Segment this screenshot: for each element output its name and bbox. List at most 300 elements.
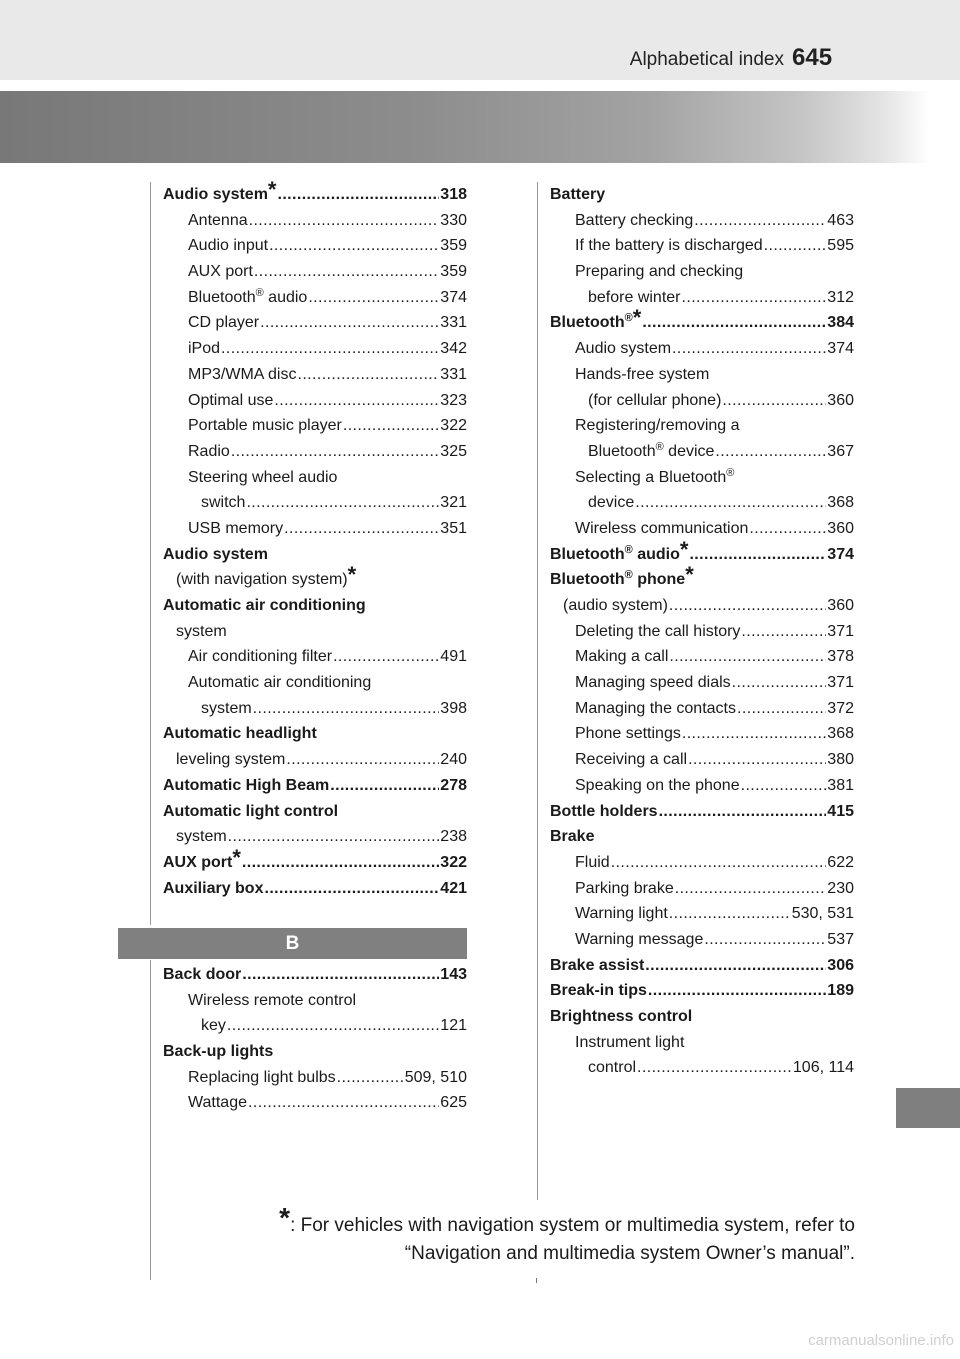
dot-leader [645,953,826,979]
page-ref: 384 [827,314,854,332]
term-text: Portable music player [188,417,342,435]
index-entry-term [575,747,687,773]
index-entry-term [163,177,277,208]
index-entry-term [163,1039,273,1065]
index-entry-term [188,988,356,1014]
dot-leader [242,962,439,988]
index-entry-term [163,962,241,988]
index-entry-term [188,362,296,388]
dot-leader [669,593,826,619]
term-text: switch [201,494,246,512]
footnote-star: * [347,562,357,588]
dot-leader [274,388,439,414]
index-entry-term [575,465,734,491]
dot-leader [675,876,827,902]
index-entry [550,413,854,439]
index-entry [550,1030,854,1056]
index-entry [163,388,467,414]
term-text: Hands-free system [575,365,710,383]
index-entry [163,362,467,388]
index-entry [163,747,467,773]
dot-leader [308,285,439,311]
dot-leader [704,927,826,953]
term-text: Air conditioning filter [188,648,333,666]
index-entry [550,388,854,414]
page-ref: 143 [440,966,467,983]
index-entry [550,850,854,876]
term-text: Bluetooth [550,314,625,332]
page-ref: 360 [827,597,854,614]
index-entry-term [188,336,220,362]
dot-leader [694,208,826,234]
page-ref: 121 [440,1017,467,1035]
term-text: Bluetooth [188,288,256,306]
term-text: Receiving a call [575,751,688,769]
term-text: Audio system [575,340,672,358]
term-text: leveling system [176,751,286,769]
term-text: Selecting a Bluetooth [575,468,727,486]
index-entry-term [188,310,259,336]
index-entry [163,824,467,850]
index-entry-term [550,305,642,336]
term-text: If the battery is discharged [575,237,763,255]
header-banner [0,91,930,163]
index-entry [163,177,467,208]
term-text: Back door [163,966,242,983]
page-ref: 278 [440,776,467,794]
index-entry-term [188,465,337,491]
term-text: Managing the contacts [575,699,736,717]
index-entry [163,876,467,902]
index-entry [163,773,467,799]
footnote-star: * [267,177,277,202]
index-entry-term [188,208,248,234]
term-text: Automatic High Beam [163,776,330,794]
term-tail: audio [263,288,308,306]
index-entry [550,516,854,542]
term-text: CD player [188,314,260,332]
term-text: Back-up lights [163,1043,274,1061]
index-entry [550,593,854,619]
term-text: control [588,1059,637,1077]
term-text: Brake assist [550,956,645,974]
term-text: Bluetooth [550,545,625,563]
column-divider-middle [537,182,538,1200]
index-entry-term [163,773,329,799]
column-divider-left [150,182,151,925]
page-ref: 371 [827,622,854,640]
index-entry [163,1090,467,1116]
term-text: Radio [188,442,230,460]
page-ref: 322 [440,853,467,871]
page-ref: 371 [827,674,854,692]
term-text: Warning message [575,930,704,948]
index-entry [550,285,854,311]
page-ref: 240 [440,751,467,769]
dot-leader [264,876,439,902]
term-text: Automatic light control [163,802,339,820]
dot-leader [231,439,439,465]
term-text: Phone settings [575,725,681,743]
index-entry [163,721,467,747]
term-text: Battery [550,186,606,203]
dot-leader [242,850,439,876]
page-ref: 360 [827,519,854,537]
term-text: system [176,622,227,640]
page-ref: 421 [440,879,467,897]
term-text: Automatic headlight [163,725,317,743]
index-entry-term [176,824,227,850]
footnote [279,1202,855,1268]
page-ref: 331 [440,365,467,383]
footnote-star: * [685,562,694,588]
dot-leader [333,644,439,670]
index-entry [550,259,854,285]
term-text: key [201,1017,226,1035]
index-entry-term [201,490,245,516]
dot-leader [611,850,827,876]
page-ref: 322 [440,417,467,435]
term-text: Battery checking [575,211,694,229]
term-text: Bottle holders [550,802,658,820]
term-text: AUX port [163,853,233,871]
index-entry-term [176,747,285,773]
section-title: Alphabetical index [629,49,784,70]
term-text: Preparing and checking [575,263,744,281]
term-text: (audio system) [563,597,668,614]
index-entry [163,439,467,465]
registered-mark: ® [624,543,633,556]
dot-leader [254,259,439,285]
term-text: Audio system [163,545,268,563]
index-entry-term [188,1090,247,1116]
index-entry [163,619,467,645]
term-text: Parking brake [575,879,674,897]
index-entry-term [588,490,634,516]
footnote-line-2: “Navigation and multimedia system Owner’s manual”. [404,1243,855,1264]
term-text: Warning light [575,905,668,923]
page-ref: 321 [440,494,467,512]
dot-leader [246,490,439,516]
page-ref: 306 [827,956,854,974]
page-ref: 323 [440,391,467,409]
index-entry-term [575,850,610,876]
page-ref: 625 [440,1094,467,1112]
index-entry-term [575,259,743,285]
index-entry [163,1039,467,1065]
dot-leader [672,336,826,362]
dot-leader [330,773,439,799]
index-entry [163,844,467,876]
index-entry [550,562,854,593]
term-text: Optimal use [188,391,274,409]
index-entry [163,799,467,825]
term-tail: device [663,442,715,460]
dot-leader [635,490,826,516]
page-ref: 367 [827,442,854,460]
index-entry [550,439,854,465]
page-ref: 595 [827,237,854,255]
term-text: (for cellular phone) [588,391,722,409]
index-entry [550,336,854,362]
index-entry [163,962,467,988]
index-list-b [163,962,467,1116]
dot-leader [688,747,826,773]
index-entry [163,336,467,362]
dot-leader [669,901,791,927]
index-entry [163,542,467,568]
term-text: Bluetooth [588,442,656,460]
index-entry [550,978,854,1004]
dot-leader [337,1065,404,1091]
dot-leader [277,182,439,208]
dot-leader [669,644,826,670]
page-ref: 360 [827,391,854,409]
index-entry-term [550,562,694,593]
term-text: Wireless remote control [188,991,357,1009]
page-ref: 374 [827,340,854,358]
footnote-star: * [232,844,241,870]
index-entry [163,490,467,516]
index-entry [163,644,467,670]
dot-leader [297,362,439,388]
dot-leader [682,285,827,311]
footnote-line-1: : For vehicles with navigation system or multimedia system, refer to [290,1215,855,1236]
footnote-star: * [632,305,642,331]
index-entry-term [575,208,693,234]
index-entry-term [188,285,307,311]
index-entry [550,362,854,388]
page-ref: 325 [440,442,467,460]
term-text: Deleting the call history [575,622,741,640]
index-entry [163,233,467,259]
term-text: Auxiliary box [163,879,264,897]
index-entry-term [588,439,714,465]
index-entry-term [550,824,594,850]
page-ref: 374 [827,545,854,563]
index-entry-term [188,388,273,414]
dot-leader [286,747,439,773]
page-ref: 318 [440,186,467,203]
page-ref: 372 [827,699,854,717]
index-entry [163,696,467,722]
index-column-right [550,182,854,1081]
registered-mark: ® [624,312,633,325]
term-text: Automatic air conditioning [188,674,372,692]
index-entry-term [575,413,740,439]
watermark: carmanualsonline.info [808,1332,954,1349]
index-entry-term [575,362,709,388]
column-divider-left-lower [150,960,151,1280]
page-ref: 359 [440,237,467,255]
dot-leader [642,310,826,336]
dot-leader [715,439,826,465]
index-entry [550,721,854,747]
term-text: Brightness control [550,1008,693,1025]
term-text: Bluetooth [550,571,625,589]
index-entry-term [163,721,317,747]
index-entry-term [575,233,763,259]
index-entry-term [575,1030,684,1056]
index-entry-term [188,1065,336,1091]
index-list-a [163,177,467,901]
dot-leader [749,516,826,542]
index-entry [550,876,854,902]
index-entry-term [575,927,703,953]
page-ref: 463 [827,211,854,229]
index-entry-term [575,670,731,696]
index-entry [163,259,467,285]
index-entry [163,465,467,491]
index-entry-term [575,901,668,927]
index-entry-term [163,876,263,902]
index-entry [550,670,854,696]
page-ref: 230 [827,879,854,897]
term-text: Wattage [188,1094,247,1112]
dot-leader [221,336,439,362]
term-text: iPod [188,340,221,358]
page-ref: 342 [440,340,467,358]
page-ref: 415 [827,802,854,820]
index-entry-term [188,413,342,439]
index-entry-term [188,644,332,670]
index-entry [163,413,467,439]
term-text: (with navigation system) [176,571,348,589]
page-ref: 380 [827,751,854,769]
dot-leader [253,696,440,722]
dot-leader [249,208,440,234]
page-number: 645 [792,44,833,71]
page-ref: 351 [440,519,467,537]
index-entry-term [188,439,230,465]
dot-leader [741,773,827,799]
index-entry-term [163,844,241,876]
dot-leader [737,696,826,722]
page-ref: 330 [440,211,467,229]
page-ref: 189 [827,982,854,1000]
registered-mark: ® [255,286,264,299]
index-entry [550,799,854,825]
page-ref: 509, 510 [404,1068,467,1086]
footnote-star: * [279,1202,291,1233]
index-entry [550,901,854,927]
term-text: Wireless communication [575,519,749,537]
term-text: system [176,828,227,846]
index-entry [550,536,854,568]
index-entry [550,233,854,259]
index-entry [163,1013,467,1039]
term-text: Break-in tips [550,982,647,1000]
page-ref: 359 [440,263,467,281]
index-entry-term [201,696,252,722]
index-entry-term [163,799,338,825]
index-entry-term [550,1004,692,1030]
term-text: Audio system [163,186,268,203]
index-entry-term [550,978,647,1004]
dot-leader [648,978,826,1004]
index-entry [550,208,854,234]
index-entry [550,465,854,491]
dot-leader [764,233,827,259]
dot-leader [228,824,440,850]
page-ref: 312 [827,288,854,306]
index-list-right [550,182,854,1081]
index-entry [550,305,854,336]
term-text: Making a call [575,648,669,666]
term-text: Managing speed dials [575,674,731,692]
index-entry [550,747,854,773]
index-entry [163,562,467,593]
page-ref: 374 [440,288,467,306]
index-entry-term [201,1013,226,1039]
index-entry-term [588,388,721,414]
term-text: USB memory [188,519,284,537]
index-entry [163,593,467,619]
dot-leader [284,516,439,542]
term-tail: audio [632,545,680,563]
page-ref: 331 [440,314,467,332]
index-letter-heading: B [118,928,467,959]
page-ref: 491 [440,648,467,666]
index-entry [163,1065,467,1091]
page-ref: 238 [440,828,467,846]
term-text: Steering wheel audio [188,468,338,486]
term-text: Antenna [188,211,248,229]
dot-leader [637,1055,792,1081]
print-mark [536,1278,537,1283]
term-text: Automatic air conditioning [163,597,366,614]
dot-leader [343,413,439,439]
index-entry-term [176,562,357,593]
index-entry-term [163,542,268,568]
index-entry-term [188,670,371,696]
term-text: Registering/removing a [575,417,740,435]
index-entry [550,953,854,979]
index-entry-term [188,516,283,542]
index-entry-term [575,876,674,902]
index-entry [163,285,467,311]
page-ref: 368 [827,725,854,743]
dot-leader [269,233,439,259]
term-text: system [201,699,252,717]
page-ref: 398 [440,699,467,717]
index-entry [163,988,467,1014]
index-entry-term [575,336,671,362]
term-text: MP3/WMA disc [188,365,297,383]
index-entry-term [188,233,268,259]
term-text: device [588,494,635,512]
index-entry [550,927,854,953]
index-entry-term [575,696,736,722]
term-text: before winter [588,288,681,306]
index-entry [550,1004,854,1030]
dot-leader [227,1013,439,1039]
index-entry-term [550,953,644,979]
index-entry-term [550,182,605,208]
index-entry [550,490,854,516]
index-entry-term [575,773,740,799]
term-tail: phone [632,571,686,589]
index-entry [163,670,467,696]
index-column-left-b [163,962,467,1116]
term-text: Speaking on the phone [575,776,740,794]
index-entry [550,824,854,850]
index-entry-term [575,644,668,670]
page-ref: 368 [827,494,854,512]
dot-leader [741,619,826,645]
term-text: Brake [550,828,595,846]
page-ref: 378 [827,648,854,666]
